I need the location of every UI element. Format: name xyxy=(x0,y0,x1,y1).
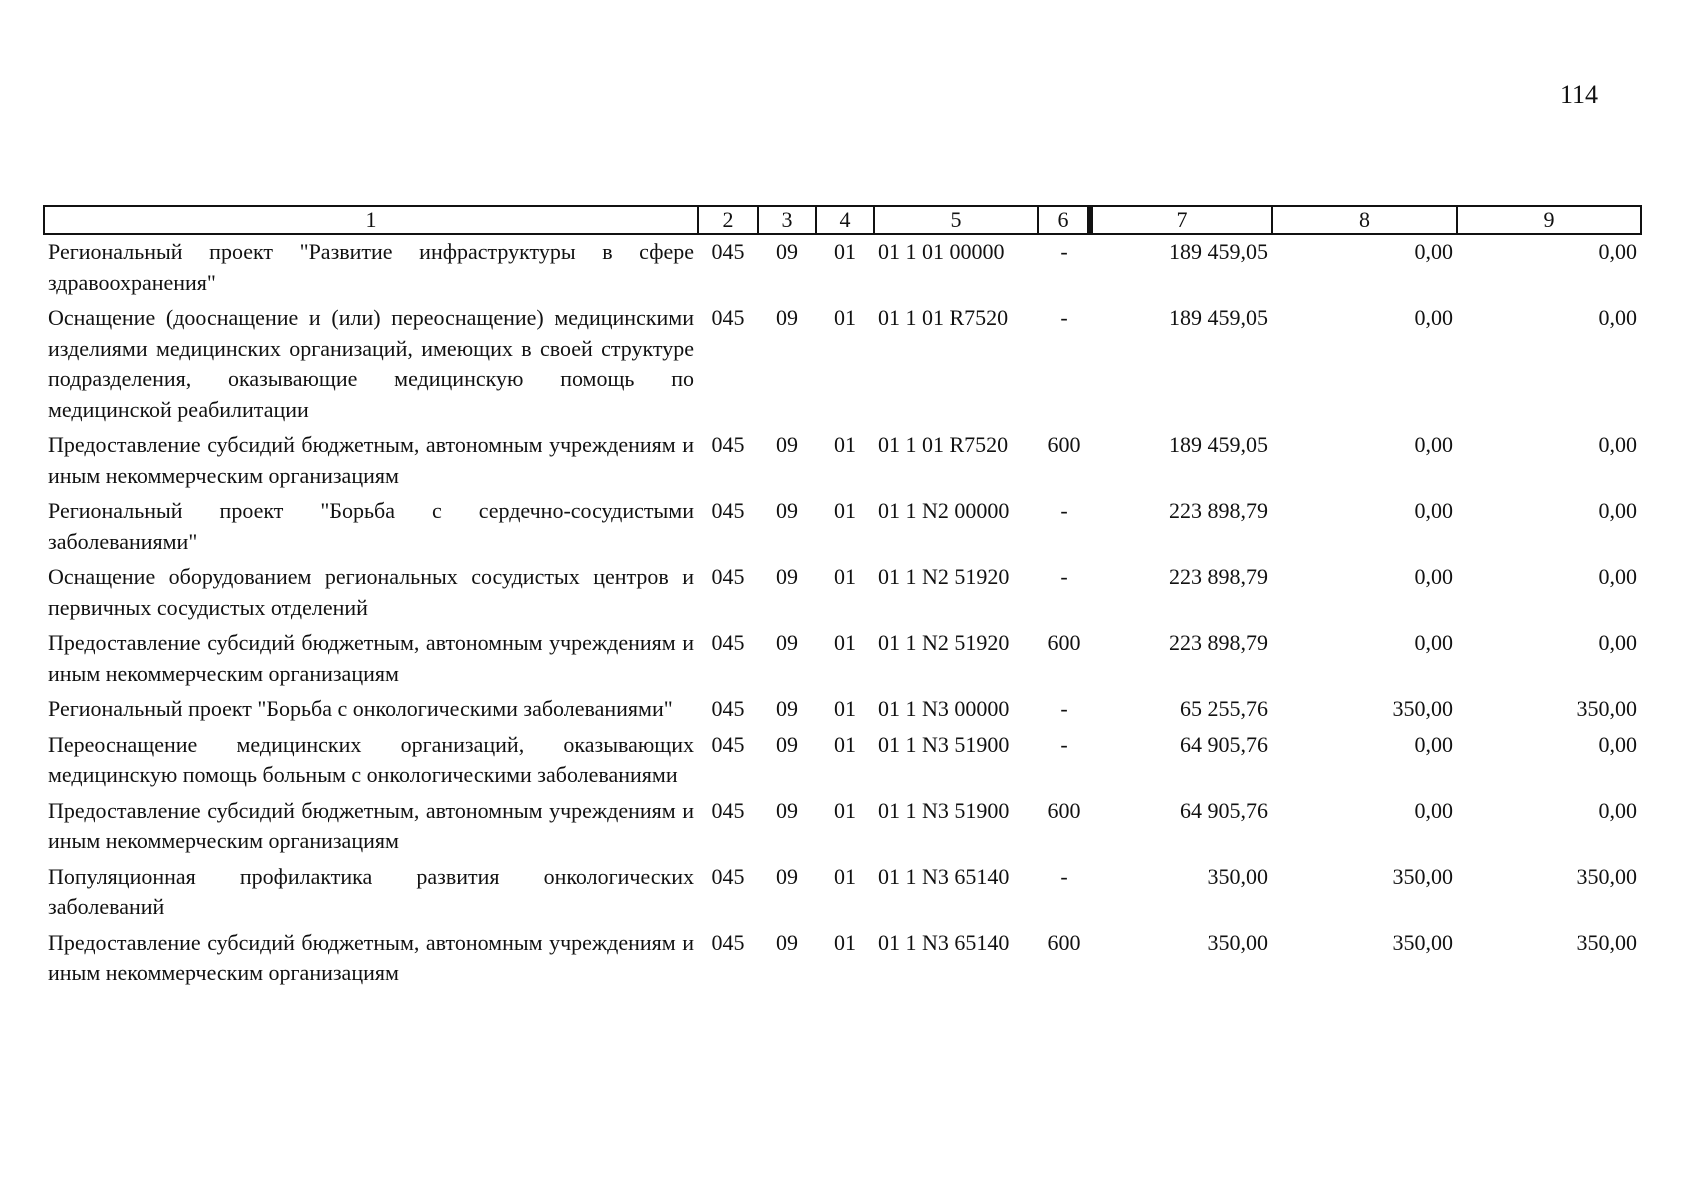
header-cell-2: 2 xyxy=(698,206,758,234)
row-grbs-code: 045 xyxy=(711,239,745,264)
row-name: Региональный проект "Борьба с онкологическими заболеваниями" xyxy=(48,696,673,721)
row-section-code: 09 xyxy=(776,863,798,889)
row-expense-type: - xyxy=(1060,498,1068,523)
row-target-article: 01 1 01 00000 xyxy=(878,239,1005,264)
header-cell-9: 9 xyxy=(1457,206,1641,234)
row-target-article: 01 1 01 R7520 xyxy=(878,305,1009,330)
row-amount-col8: 0,00 xyxy=(1414,564,1453,589)
row-amount-col8: 0,00 xyxy=(1414,731,1453,757)
row-amount-col8: 0,00 xyxy=(1414,305,1453,330)
row-name: Переоснащение медицинских организаций, оказывающих медицинскую помощь больным с онкологическими заболеваниями xyxy=(48,731,694,787)
table-row xyxy=(44,560,1641,626)
row-subsection-code: 01 xyxy=(834,498,856,523)
row-amount-col9: 350,00 xyxy=(1576,929,1637,955)
row-amount-col7: 64 905,76 xyxy=(1180,797,1268,823)
table-row xyxy=(44,428,1641,494)
row-grbs-code: 045 xyxy=(711,731,745,757)
row-name: Предоставление субсидий бюджетным, автономным учреждениям и иным некоммерческим организациям xyxy=(48,432,694,488)
row-amount-col9: 0,00 xyxy=(1598,797,1637,823)
row-expense-type: 600 xyxy=(1047,929,1081,955)
row-grbs-code: 045 xyxy=(711,929,745,955)
table-row xyxy=(44,692,1641,728)
row-amount-col9: 0,00 xyxy=(1598,731,1637,757)
row-expense-type: - xyxy=(1060,863,1068,889)
header-cell-8: 8 xyxy=(1272,206,1457,234)
row-grbs-code: 045 xyxy=(711,863,745,889)
row-name: Популяционная профилактика развития онкологических заболеваний xyxy=(48,863,694,919)
table-row xyxy=(44,301,1641,428)
header-row xyxy=(44,206,1641,234)
row-subsection-code: 01 xyxy=(834,863,856,889)
row-target-article: 01 1 N3 00000 xyxy=(878,696,1010,721)
row-expense-type: 600 xyxy=(1047,630,1081,655)
row-section-code: 09 xyxy=(776,564,798,589)
table-row xyxy=(44,926,1641,992)
row-amount-col8: 350,00 xyxy=(1392,929,1453,955)
row-amount-col8: 0,00 xyxy=(1414,432,1453,457)
row-subsection-code: 01 xyxy=(834,797,856,823)
row-amount-col9: 350,00 xyxy=(1576,863,1637,889)
row-amount-col8: 0,00 xyxy=(1414,630,1453,655)
row-subsection-code: 01 xyxy=(834,432,856,457)
row-target-article: 01 1 N2 51920 xyxy=(878,630,1010,655)
row-expense-type: - xyxy=(1060,305,1068,330)
row-amount-col7: 189 459,05 xyxy=(1169,432,1268,457)
table-row xyxy=(44,860,1641,926)
row-amount-col9: 0,00 xyxy=(1598,432,1637,457)
row-target-article: 01 1 N2 51920 xyxy=(878,564,1010,589)
row-section-code: 09 xyxy=(776,630,798,655)
row-section-code: 09 xyxy=(776,432,798,457)
row-grbs-code: 045 xyxy=(711,696,745,721)
row-amount-col7: 65 255,76 xyxy=(1180,696,1268,721)
header-cell-5: 5 xyxy=(874,206,1038,234)
row-expense-type: - xyxy=(1060,696,1068,721)
row-target-article: 01 1 N3 65140 xyxy=(878,929,1010,955)
row-amount-col9: 0,00 xyxy=(1598,305,1637,330)
row-section-code: 09 xyxy=(776,797,798,823)
row-name: Региональный проект "Развитие инфраструктуры в сфере здравоохранения" xyxy=(48,239,694,295)
row-amount-col7: 223 898,79 xyxy=(1169,498,1268,523)
table-row xyxy=(44,794,1641,860)
table-body xyxy=(44,234,1641,992)
budget-table xyxy=(43,205,1642,992)
row-grbs-code: 045 xyxy=(711,498,745,523)
row-target-article: 01 1 N3 51900 xyxy=(878,797,1010,823)
row-amount-col9: 0,00 xyxy=(1598,564,1637,589)
table-row xyxy=(44,234,1641,301)
row-section-code: 09 xyxy=(776,696,798,721)
row-target-article: 01 1 N3 65140 xyxy=(878,863,1010,889)
row-target-article: 01 1 N2 00000 xyxy=(878,498,1010,523)
row-amount-col8: 0,00 xyxy=(1414,797,1453,823)
row-subsection-code: 01 xyxy=(834,929,856,955)
row-name: Оснащение (дооснащение и (или) переоснащение) медицинскими изделиями медицинских организаций, имеющих в своей структуре подразделения, оказывающие медицинскую помощь по медицинской реабилитации xyxy=(48,305,694,422)
row-amount-col8: 0,00 xyxy=(1414,498,1453,523)
row-amount-col7: 189 459,05 xyxy=(1169,239,1268,264)
row-expense-type: - xyxy=(1060,731,1068,757)
row-amount-col8: 0,00 xyxy=(1414,239,1453,264)
row-amount-col7: 350,00 xyxy=(1207,863,1268,889)
row-name: Предоставление субсидий бюджетным, автономным учреждениям и иным некоммерческим организациям xyxy=(48,929,694,985)
row-section-code: 09 xyxy=(776,239,798,264)
row-grbs-code: 045 xyxy=(711,432,745,457)
row-subsection-code: 01 xyxy=(834,239,856,264)
row-grbs-code: 045 xyxy=(711,630,745,655)
row-amount-col7: 350,00 xyxy=(1207,929,1268,955)
row-amount-col9: 0,00 xyxy=(1598,630,1637,655)
row-expense-type: - xyxy=(1060,564,1068,589)
header-cell-7: 7 xyxy=(1090,206,1272,234)
row-name: Предоставление субсидий бюджетным, автономным учреждениям и иным некоммерческим организациям xyxy=(48,797,694,853)
row-subsection-code: 01 xyxy=(834,564,856,589)
row-subsection-code: 01 xyxy=(834,305,856,330)
row-expense-type: 600 xyxy=(1047,432,1081,457)
row-target-article: 01 1 N3 51900 xyxy=(878,731,1010,757)
row-amount-col9: 350,00 xyxy=(1576,696,1637,721)
row-section-code: 09 xyxy=(776,498,798,523)
row-expense-type: 600 xyxy=(1047,797,1081,823)
table-row xyxy=(44,494,1641,560)
table-row xyxy=(44,626,1641,692)
row-grbs-code: 045 xyxy=(711,797,745,823)
row-grbs-code: 045 xyxy=(711,564,745,589)
header-cell-6: 6 xyxy=(1038,206,1090,234)
row-section-code: 09 xyxy=(776,305,798,330)
row-expense-type: - xyxy=(1060,239,1068,264)
header-cell-4: 4 xyxy=(816,206,874,234)
row-subsection-code: 01 xyxy=(834,630,856,655)
header-cell-1: 1 xyxy=(44,206,698,234)
header-cell-3: 3 xyxy=(758,206,816,234)
row-amount-col8: 350,00 xyxy=(1392,863,1453,889)
row-subsection-code: 01 xyxy=(834,731,856,757)
row-section-code: 09 xyxy=(776,929,798,955)
row-amount-col9: 0,00 xyxy=(1598,239,1637,264)
row-target-article: 01 1 01 R7520 xyxy=(878,432,1009,457)
row-amount-col7: 223 898,79 xyxy=(1169,564,1268,589)
row-amount-col7: 189 459,05 xyxy=(1169,305,1268,330)
row-amount-col7: 223 898,79 xyxy=(1169,630,1268,655)
row-grbs-code: 045 xyxy=(711,305,745,330)
page-number: 114 xyxy=(1560,80,1599,109)
row-name: Региональный проект "Борьба с сердечно-сосудистыми заболеваниями" xyxy=(48,498,694,554)
table-row xyxy=(44,728,1641,794)
row-name: Оснащение оборудованием региональных сосудистых центров и первичных сосудистых отделений xyxy=(48,564,694,620)
row-section-code: 09 xyxy=(776,731,798,757)
row-subsection-code: 01 xyxy=(834,696,856,721)
row-amount-col8: 350,00 xyxy=(1392,696,1453,721)
row-name: Предоставление субсидий бюджетным, автономным учреждениям и иным некоммерческим организациям xyxy=(48,630,694,686)
row-amount-col7: 64 905,76 xyxy=(1180,731,1268,757)
row-amount-col9: 0,00 xyxy=(1598,498,1637,523)
